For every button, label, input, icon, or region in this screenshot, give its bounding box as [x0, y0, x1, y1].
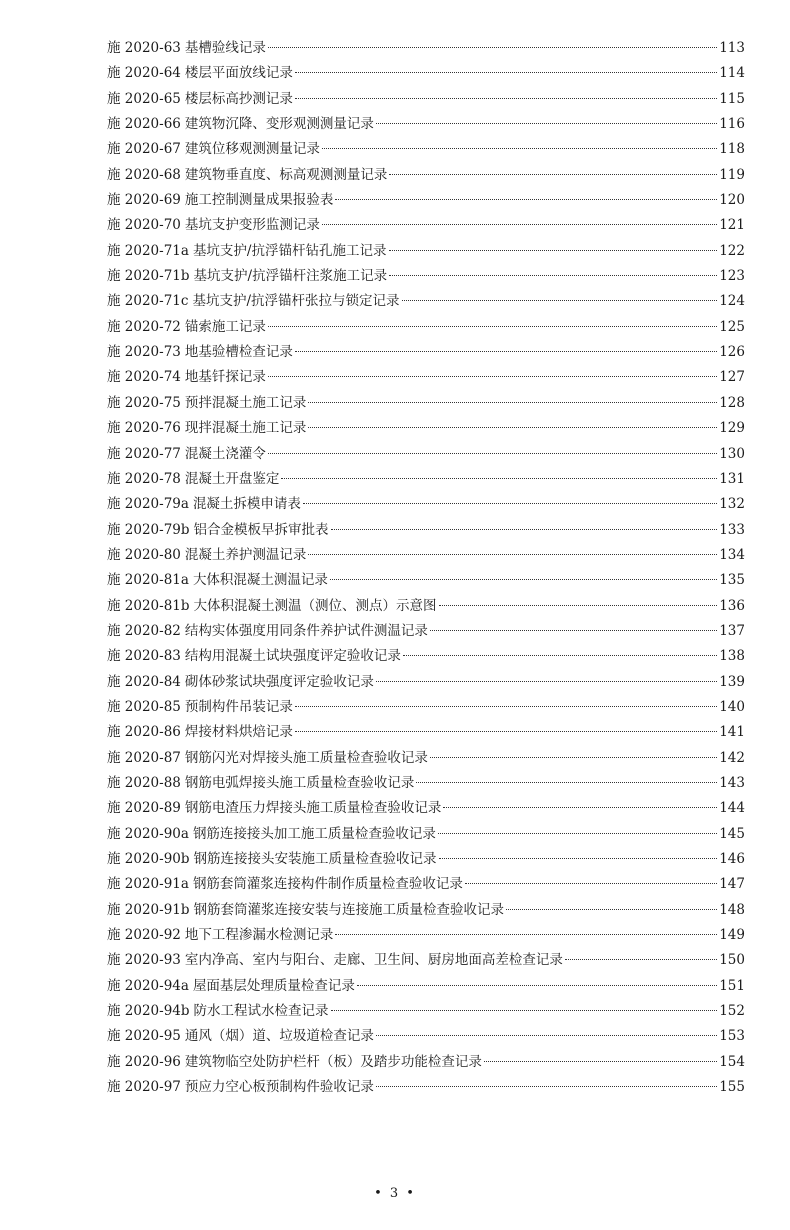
toc-entry-title: 钢筋闪光对焊接头施工质量检查验收记录 — [184, 749, 428, 766]
toc-entry-title: 大体积混凝土测温（测位、测点）示意图 — [193, 597, 437, 614]
toc-entry-code: 施 2020-69 — [107, 192, 181, 209]
toc-entry-code: 施 2020-91a — [107, 876, 189, 893]
toc-entry-code: 施 2020-70 — [107, 217, 181, 234]
toc-entry[interactable] — [107, 796, 745, 821]
toc-entry-code: 施 2020-88 — [107, 774, 181, 791]
toc-entry[interactable] — [107, 999, 745, 1024]
toc-dot-leader — [308, 427, 717, 428]
toc-dot-leader — [439, 858, 718, 859]
toc-entry[interactable] — [107, 467, 745, 492]
toc-entry[interactable] — [107, 898, 745, 923]
toc-dot-leader — [330, 579, 717, 580]
toc-entry-page-number: 113 — [719, 40, 745, 56]
toc-entry[interactable] — [107, 847, 745, 872]
toc-entry-title: 地下工程渗漏水检测记录 — [184, 927, 334, 944]
toc-entry[interactable] — [107, 213, 745, 238]
toc-entry[interactable] — [107, 416, 745, 441]
toc-entry[interactable] — [107, 61, 745, 86]
toc-dot-leader — [465, 883, 717, 884]
toc-entry[interactable] — [107, 365, 745, 390]
toc-entry-page-number: 142 — [719, 749, 745, 766]
toc-entry[interactable] — [107, 340, 745, 365]
toc-entry-title: 结构实体强度用同条件养护试件测温记录 — [184, 622, 428, 639]
toc-entry[interactable] — [107, 670, 745, 695]
toc-entry-title: 防水工程试水检查记录 — [193, 1003, 329, 1020]
toc-entry-page-number: 115 — [719, 90, 745, 107]
toc-entry-page-number: 121 — [719, 217, 745, 234]
toc-entry-code: 施 2020-85 — [107, 698, 181, 715]
toc-dot-leader — [376, 681, 717, 682]
toc-entry-page-number: 125 — [719, 318, 745, 335]
toc-entry-page-number: 128 — [719, 394, 745, 411]
toc-entry-page-number: 129 — [719, 420, 745, 437]
toc-dot-leader — [322, 148, 717, 149]
toc-entry-title: 通风（烟）道、垃圾道检查记录 — [184, 1028, 374, 1045]
toc-entry-page-number: 150 — [719, 952, 745, 969]
toc-entry[interactable] — [107, 87, 745, 112]
toc-entry-code: 施 2020-67 — [107, 141, 181, 158]
toc-entry-code: 施 2020-84 — [107, 673, 181, 690]
toc-entry-page-number: 140 — [719, 698, 745, 715]
toc-entry-code: 施 2020-91b — [107, 901, 190, 918]
toc-entry[interactable] — [107, 36, 745, 61]
toc-dot-leader — [376, 123, 717, 124]
toc-dot-leader — [376, 1035, 717, 1036]
toc-entry-title: 预制构件吊装记录 — [184, 698, 293, 715]
toc-entry-title: 大体积混凝土测温记录 — [192, 572, 328, 589]
toc-entry-code: 施 2020-75 — [107, 394, 181, 411]
toc-entry-code: 施 2020-72 — [107, 318, 181, 335]
toc-entry-page-number: 116 — [719, 116, 745, 133]
toc-dot-leader — [268, 376, 717, 377]
toc-entry-title: 结构用混凝土试块强度评定验收记录 — [184, 648, 401, 665]
table-of-contents — [107, 36, 745, 1100]
page-number-footer: • 3 • — [374, 1186, 416, 1201]
toc-entry-code: 施 2020-68 — [107, 166, 181, 183]
toc-dot-leader — [389, 174, 717, 175]
toc-entry-page-number: 130 — [719, 445, 745, 462]
toc-entry-title: 混凝土拆模申请表 — [192, 496, 301, 513]
toc-entry-code: 施 2020-63 — [107, 40, 181, 56]
toc-dot-leader — [331, 1010, 718, 1011]
toc-entry-page-number: 135 — [719, 572, 745, 589]
toc-entry[interactable] — [107, 137, 745, 162]
toc-entry-page-number: 137 — [719, 622, 745, 639]
toc-entry-code: 施 2020-90a — [107, 825, 189, 842]
toc-dot-leader — [281, 478, 717, 479]
toc-dot-leader — [295, 731, 717, 732]
toc-dot-leader — [303, 503, 717, 504]
toc-entry-title: 锚索施工记录 — [184, 318, 266, 335]
toc-dot-leader — [438, 833, 717, 834]
toc-entry[interactable] — [107, 391, 745, 416]
toc-entry-page-number: 134 — [719, 546, 745, 563]
toc-entry-title: 钢筋套筒灌浆连接构件制作质量检查验收记录 — [192, 876, 463, 893]
toc-entry-title: 现拌混凝土施工记录 — [184, 420, 307, 437]
toc-entry-code: 施 2020-87 — [107, 749, 181, 766]
toc-entry[interactable] — [107, 543, 745, 568]
toc-entry[interactable] — [107, 619, 745, 644]
toc-entry-title: 混凝土开盘鉴定 — [184, 470, 280, 487]
toc-dot-leader — [389, 275, 717, 276]
toc-entry-title: 地基钎探记录 — [184, 369, 266, 386]
toc-entry[interactable] — [107, 720, 745, 745]
toc-entry[interactable] — [107, 239, 745, 264]
toc-entry-page-number: 155 — [719, 1079, 745, 1096]
toc-entry-title: 基坑支护变形监测记录 — [184, 217, 320, 234]
toc-entry-code: 施 2020-79a — [107, 496, 189, 513]
toc-entry-page-number: 153 — [719, 1028, 745, 1045]
toc-dot-leader — [430, 630, 717, 631]
toc-entry-page-number: 127 — [719, 369, 745, 386]
toc-entry-page-number: 118 — [719, 141, 745, 158]
toc-entry-code: 施 2020-89 — [107, 800, 181, 817]
toc-entry[interactable] — [107, 746, 745, 771]
toc-entry[interactable] — [107, 948, 745, 973]
toc-entry-page-number: 144 — [719, 800, 745, 817]
toc-dot-leader — [331, 529, 718, 530]
toc-dot-leader — [308, 402, 717, 403]
toc-entry-title: 基坑支护/抗浮锚杆张拉与锁定记录 — [192, 293, 400, 310]
toc-entry-page-number: 152 — [719, 1003, 745, 1020]
toc-entry[interactable] — [107, 644, 745, 669]
toc-entry[interactable] — [107, 695, 745, 720]
toc-entry[interactable] — [107, 315, 745, 340]
toc-entry-page-number: 147 — [719, 876, 745, 893]
toc-entry[interactable] — [107, 188, 745, 213]
toc-entry-page-number: 154 — [719, 1053, 745, 1070]
toc-entry-page-number: 151 — [719, 977, 745, 994]
toc-dot-leader — [295, 706, 717, 707]
toc-entry-title: 屋面基层处理质量检查记录 — [192, 977, 355, 994]
toc-entry-page-number: 146 — [719, 851, 745, 867]
toc-entry-title: 建筑物垂直度、标高观测测量记录 — [184, 166, 388, 183]
toc-dot-leader — [443, 807, 717, 808]
toc-entry[interactable] — [107, 771, 745, 796]
toc-entry[interactable] — [107, 1050, 745, 1075]
toc-entry[interactable] — [107, 264, 745, 289]
toc-dot-leader — [357, 985, 717, 986]
toc-entry-code: 施 2020-78 — [107, 470, 181, 487]
toc-entry[interactable] — [107, 923, 745, 948]
toc-entry[interactable] — [107, 112, 745, 137]
toc-entry-page-number: 114 — [719, 65, 745, 82]
toc-entry-title: 混凝土养护测温记录 — [184, 546, 307, 563]
toc-entry-code: 施 2020-82 — [107, 622, 181, 639]
toc-dot-leader — [308, 554, 717, 555]
toc-entry-title: 楼层标高抄测记录 — [184, 90, 293, 107]
toc-entry-title: 建筑物临空处防护栏杆（板）及踏步功能检查记录 — [184, 1053, 482, 1070]
toc-entry-code: 施 2020-80 — [107, 546, 181, 563]
toc-dot-leader — [506, 909, 717, 910]
toc-dot-leader — [295, 98, 717, 99]
toc-dot-leader — [295, 351, 717, 352]
toc-entry[interactable] — [107, 1024, 745, 1049]
toc-entry-code: 施 2020-76 — [107, 420, 181, 437]
toc-entry[interactable] — [107, 1075, 745, 1100]
toc-entry-code: 施 2020-96 — [107, 1053, 181, 1070]
toc-entry-code: 施 2020-94b — [107, 1003, 190, 1020]
toc-entry-title: 楼层平面放线记录 — [184, 65, 293, 82]
toc-entry-code: 施 2020-81b — [107, 597, 190, 614]
toc-entry-code: 施 2020-83 — [107, 648, 181, 665]
toc-entry-title: 钢筋电弧焊接头施工质量检查验收记录 — [184, 774, 415, 791]
toc-entry-code: 施 2020-77 — [107, 445, 181, 462]
toc-dot-leader — [268, 47, 717, 48]
toc-entry-page-number: 138 — [719, 648, 745, 665]
toc-entry[interactable] — [107, 974, 745, 999]
toc-entry-title: 预拌混凝土施工记录 — [184, 394, 307, 411]
toc-entry-page-number: 132 — [719, 496, 745, 513]
toc-entry[interactable] — [107, 289, 745, 314]
toc-entry-code: 施 2020-92 — [107, 927, 181, 944]
toc-dot-leader — [484, 1061, 717, 1062]
toc-entry-code: 施 2020-71c — [107, 293, 189, 310]
toc-entry-page-number: 124 — [719, 293, 745, 310]
toc-entry[interactable] — [107, 822, 745, 847]
toc-entry-title: 钢筋套筒灌浆连接安装与连接施工质量检查验收记录 — [193, 901, 505, 918]
toc-dot-leader — [416, 782, 717, 783]
toc-entry-title: 钢筋电渣压力焊接头施工质量检查验收记录 — [184, 800, 442, 817]
toc-entry-title: 地基验槽检查记录 — [184, 344, 293, 361]
toc-dot-leader — [403, 655, 717, 656]
toc-entry[interactable] — [107, 518, 745, 543]
toc-entry-title: 建筑位移观测测量记录 — [184, 141, 320, 158]
toc-entry-page-number: 120 — [719, 192, 745, 209]
toc-entry-code: 施 2020-71b — [107, 268, 190, 285]
toc-entry-title: 施工控制测量成果报验表 — [184, 192, 334, 209]
toc-entry-code: 施 2020-73 — [107, 344, 181, 361]
toc-entry-page-number: 139 — [719, 673, 745, 690]
toc-entry-page-number: 145 — [719, 825, 745, 842]
toc-dot-leader — [430, 757, 717, 758]
toc-entry-code: 施 2020-66 — [107, 116, 181, 133]
toc-entry-title: 基坑支护/抗浮锚杆注浆施工记录 — [193, 268, 388, 285]
toc-entry-code: 施 2020-86 — [107, 724, 181, 741]
toc-entry-page-number: 126 — [719, 344, 745, 361]
toc-dot-leader — [335, 934, 717, 935]
toc-entry-title: 室内净高、室内与阳台、走廊、卫生间、厨房地面高差检查记录 — [184, 952, 563, 969]
toc-dot-leader — [268, 453, 717, 454]
toc-entry[interactable] — [107, 163, 745, 188]
toc-entry-code: 施 2020-81a — [107, 572, 189, 589]
toc-entry[interactable] — [107, 872, 745, 897]
toc-entry[interactable] — [107, 594, 745, 619]
toc-entry[interactable] — [107, 442, 745, 467]
toc-entry-title: 预应力空心板预制构件验收记录 — [184, 1079, 374, 1096]
toc-entry-title: 基槽验线记录 — [184, 40, 266, 56]
toc-entry-page-number: 122 — [719, 242, 745, 259]
toc-entry-code: 施 2020-79b — [107, 521, 190, 538]
toc-entry-page-number: 148 — [719, 901, 745, 918]
toc-dot-leader — [565, 959, 717, 960]
toc-entry-page-number: 143 — [719, 774, 745, 791]
toc-entry-page-number: 149 — [719, 927, 745, 944]
toc-dot-leader — [322, 224, 717, 225]
toc-entry-code: 施 2020-97 — [107, 1079, 181, 1096]
toc-entry-title: 基坑支护/抗浮锚杆钻孔施工记录 — [192, 242, 387, 259]
toc-entry-page-number: 123 — [719, 268, 745, 285]
toc-dot-leader — [402, 300, 718, 301]
toc-dot-leader — [335, 199, 717, 200]
toc-entry-title: 建筑物沉降、变形观测测量记录 — [184, 116, 374, 133]
toc-entry-code: 施 2020-74 — [107, 369, 181, 386]
toc-entry[interactable] — [107, 492, 745, 517]
toc-entry-title: 砌体砂浆试块强度评定验收记录 — [184, 673, 374, 690]
toc-entry-title: 钢筋连接接头安装施工质量检查验收记录 — [193, 851, 437, 867]
toc-dot-leader — [376, 1086, 717, 1087]
toc-dot-leader — [439, 605, 718, 606]
toc-entry-page-number: 133 — [719, 521, 745, 538]
toc-entry-title: 钢筋连接接头加工施工质量检查验收记录 — [192, 825, 436, 842]
toc-entry-code: 施 2020-94a — [107, 977, 189, 994]
toc-entry-title: 铝合金模板早拆审批表 — [193, 521, 329, 538]
toc-entry-code: 施 2020-93 — [107, 952, 181, 969]
toc-entry[interactable] — [107, 568, 745, 593]
toc-entry-page-number: 136 — [719, 597, 745, 614]
toc-entry-page-number: 141 — [719, 724, 745, 741]
toc-entry-code: 施 2020-90b — [107, 851, 190, 867]
toc-entry-title: 焊接材料烘焙记录 — [184, 724, 293, 741]
toc-entry-code: 施 2020-65 — [107, 90, 181, 107]
toc-dot-leader — [295, 72, 717, 73]
toc-dot-leader — [268, 326, 717, 327]
toc-entry-page-number: 131 — [719, 470, 745, 487]
toc-entry-code: 施 2020-71a — [107, 242, 189, 259]
toc-dot-leader — [389, 250, 718, 251]
toc-entry-page-number: 119 — [719, 166, 745, 183]
toc-entry-code: 施 2020-64 — [107, 65, 181, 82]
toc-entry-title: 混凝土浇灌令 — [184, 445, 266, 462]
toc-entry-code: 施 2020-95 — [107, 1028, 181, 1045]
